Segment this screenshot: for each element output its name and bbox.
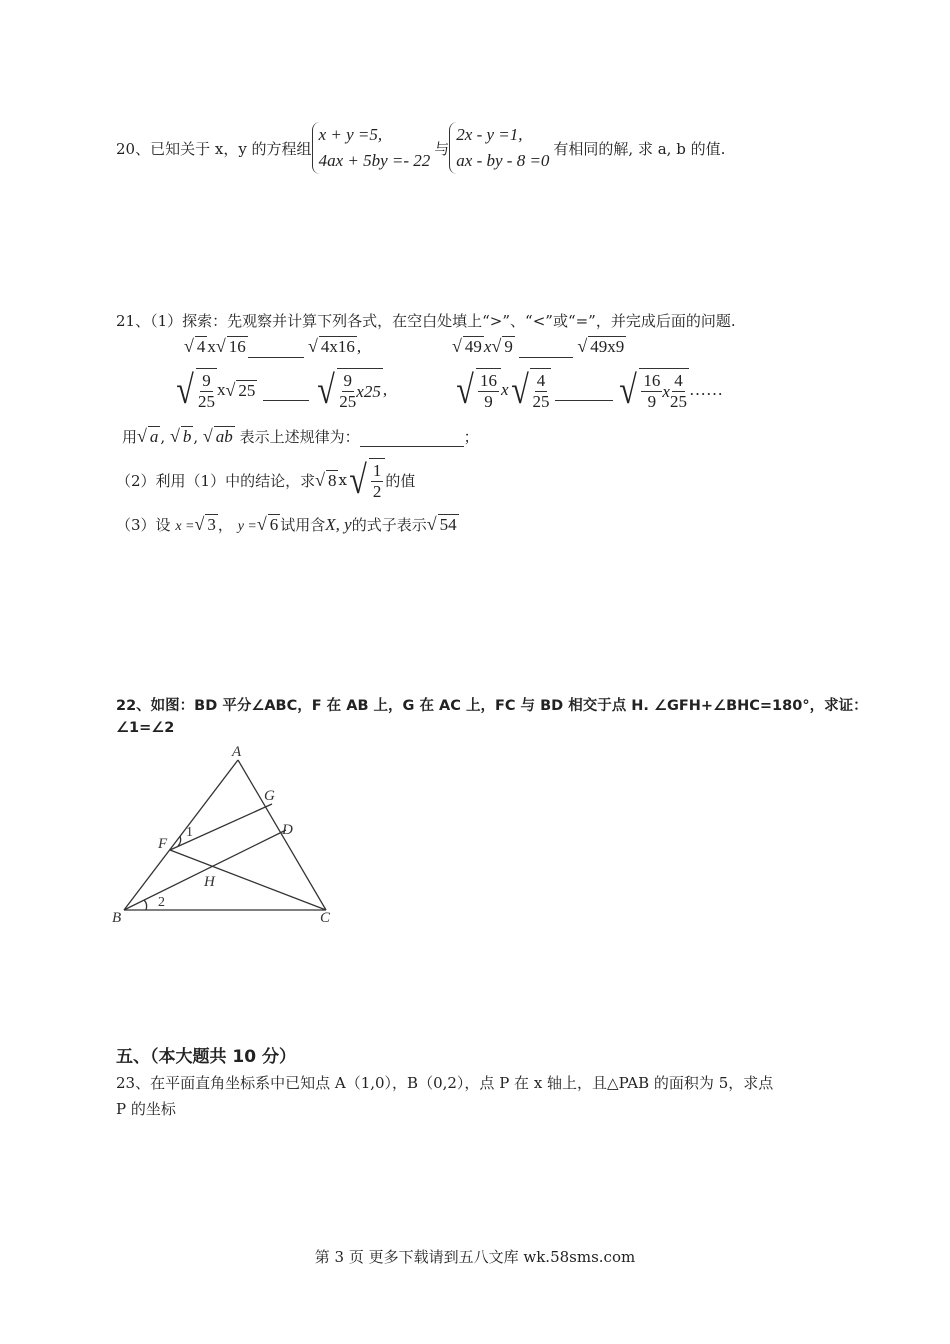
q21-r2-x: x: [216, 380, 226, 399]
q22-line2: ∠1=∠2: [116, 720, 175, 736]
q20-sys1-eq1: x + y =5,: [318, 125, 383, 144]
q21-r2b-f3-den: 9: [647, 392, 657, 411]
q21-p3-xr: 3: [207, 515, 216, 534]
q21-p2-r: 8: [327, 470, 337, 490]
label-h: H: [204, 874, 215, 890]
q21-r1-sqrt-c: 4x16: [320, 337, 355, 356]
q21-rule-a: a: [149, 427, 159, 446]
q21-r2b-f3-num: 16: [643, 371, 661, 390]
q21-r1r-sqrt-b: 9: [504, 337, 513, 356]
q21-intro: 21、（1）探索：先观察并计算下列各式，在空白处填上“>”、“<”或“=”，并完成后面的问题.: [116, 312, 736, 330]
q23-line2: P 的坐标: [116, 1100, 176, 1118]
q21-r2-f2-num: 9: [343, 371, 353, 390]
q21-r2b-f1-num: 16: [479, 371, 497, 390]
q21-rule-prefix: 用: [122, 428, 138, 446]
q21-r2b-x: x: [500, 380, 509, 399]
q21-p3-yr: 6: [269, 515, 279, 534]
q21-r1r-x: x: [483, 337, 492, 356]
q21-r2b-f2-num: 4: [536, 371, 546, 390]
q21-p2-num: 1: [372, 461, 382, 480]
q21-blank-3: [263, 380, 309, 401]
section-5-title: 五、（本大题共 10 分）: [116, 1047, 296, 1067]
page-footer: 第 3 页 更多下载请到五八文库 wk.58sms.com: [314, 1248, 636, 1266]
q21-p3-prefix: （3）设: [116, 516, 171, 534]
segment-ab: [124, 760, 238, 910]
q21-r1-sqrt-b: 16: [228, 337, 246, 356]
q21-p3-comma: ，: [217, 516, 233, 534]
q21-rule-suffix: 表示上述规律为：: [239, 428, 360, 446]
q21-p3-x: x =: [175, 519, 195, 534]
label-a: A: [232, 744, 242, 760]
q21-r1-x: x: [207, 337, 216, 356]
segment-bd: [124, 830, 286, 910]
q21-p3-vars: X, y: [325, 515, 352, 534]
q21-row2-left: √ $\frac{9}{25}$ x √ 25 √ $\frac{9}{25}$ x25 ,: [176, 367, 388, 412]
q21-r2-f2-den: 25: [339, 392, 357, 411]
q21-r2-f1-num: 9: [202, 371, 211, 390]
q21-p3-y: y =: [237, 519, 257, 534]
q20-prefix: 20、已知关于 x，y 的方程组: [116, 139, 312, 158]
q21-r2b-f2-den: 25: [532, 392, 550, 411]
q21-row2-right: √ $\frac{16}{9}$ x √ $\frac{4}{25}$ √ $\frac{16}{9}$ x $\frac{4}{25}$ ……: [456, 367, 723, 412]
q21-r2b-f4-num: 4: [674, 371, 683, 390]
q21-rule: 用√ a , √ b , √ ab 表示上述规律为： ；: [122, 426, 479, 446]
q20-suffix: 有相同的解, 求 a, b 的值.: [553, 139, 726, 158]
q21-rule-b: b: [182, 427, 192, 446]
q21-r2-f1-den: 25: [197, 392, 215, 411]
q21-p2-suffix: 的值: [385, 471, 416, 490]
q21-blank-2: [519, 337, 573, 358]
q23-line1: 23、在平面直角坐标系中已知点 A（1,0），B（0,2），点 P 在 x 轴上，且△PAB 的面积为 5，求点: [116, 1074, 774, 1092]
label-angle-1: 1: [186, 825, 193, 840]
q21-r2b-f1-den: 9: [484, 392, 493, 411]
label-b: B: [112, 910, 122, 926]
angle-2-arc: [144, 900, 147, 910]
q21-p3-r: 54: [439, 515, 457, 534]
q21-ellipsis: ……: [688, 380, 723, 399]
q20-system-2: [449, 122, 553, 174]
q22-line1: 22、如图：BD 平分∠ABC，F 在 AB 上，G 在 AC 上，FC 与 BD 相交于点 H. ∠GFH+∠BHC=180°，求证：: [116, 698, 868, 714]
q20-sys2-eq2: ax - by - 8 =0: [456, 151, 550, 170]
q21-rule-blank: [360, 428, 464, 447]
q21-r2-x25: x25: [356, 381, 381, 401]
q21-row1-right: √ 49 x√ 9 √ 49x9: [452, 336, 625, 356]
q20-system-1: [312, 122, 435, 174]
triangle-figure: [108, 740, 348, 930]
q21-r2-sqrt: 25: [238, 380, 256, 400]
q21-blank-4: [555, 380, 613, 401]
q21-r1r-sqrt-a: 49: [464, 337, 482, 356]
question-20: [116, 118, 725, 178]
q21-p2-x: x: [338, 471, 347, 489]
q21-r2b-f4-den: 25: [669, 392, 687, 411]
q21-part3: （3）设 x =√ 3 ， y =√ 6 试用含X, y的式子表示√ 54: [116, 514, 457, 534]
q21-r1-comma: ,: [356, 337, 362, 356]
q20-mid: 与: [434, 139, 450, 158]
q21-r1r-sqrt-c: 49x9: [590, 337, 625, 356]
q21-p3-mid: 试用含: [280, 516, 326, 534]
label-angle-2: 2: [158, 895, 165, 910]
q21-p2-prefix: （2）利用（1）中的结论，求: [116, 471, 316, 490]
q20-sys2-eq1: 2x - y =1,: [456, 125, 523, 144]
q21-p3-suffix: 的式子表示: [351, 516, 427, 534]
q21-r1-sqrt-a: 4: [196, 337, 206, 356]
label-c: C: [320, 910, 331, 926]
q21-blank-1: [248, 337, 304, 358]
label-f: F: [158, 836, 168, 852]
segment-fc: [170, 850, 326, 910]
q21-part2: （2）利用（1）中的结论，求 √ 8 x √ $\frac{1}{2}$ 的值: [116, 457, 416, 502]
label-d: D: [282, 822, 293, 838]
q21-p2-den: 2: [372, 482, 382, 501]
q21-r2b-x3: x: [662, 381, 670, 401]
q21-rule-ab: ab: [215, 427, 233, 446]
q21-r2-comma: ,: [382, 380, 388, 399]
q21-row1-left: √ 4 x√ 16 √ 4x16 ,: [184, 336, 362, 356]
label-g: G: [264, 788, 275, 804]
q21-rule-end: ；: [463, 428, 479, 446]
q20-sys1-eq2: 4ax + 5by =- 22: [318, 151, 431, 170]
